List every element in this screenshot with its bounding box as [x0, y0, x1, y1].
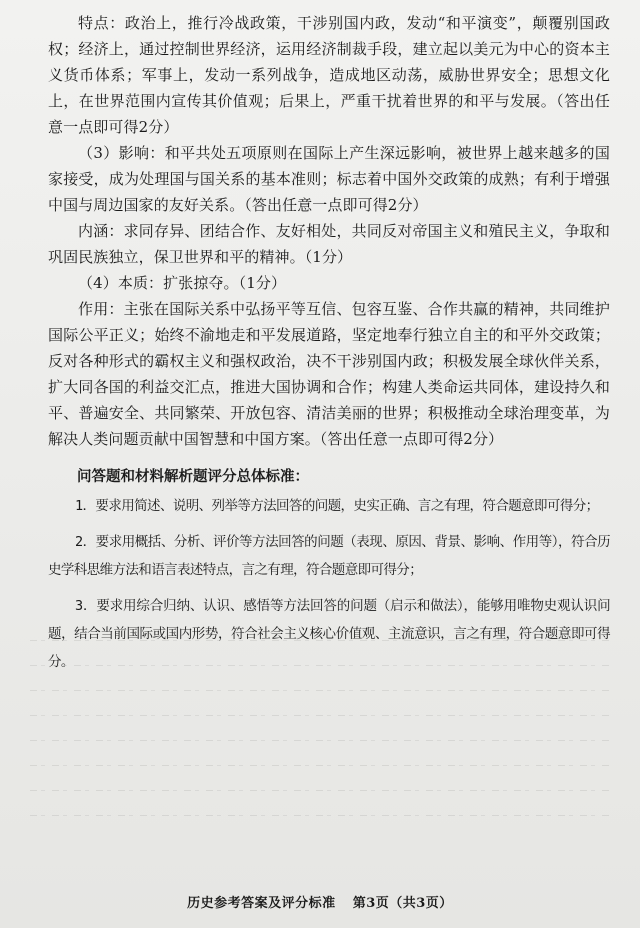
- scoring-standard-item: 2．要求用概括、分析、评价等方法回答的问题（表现、原因、背景、影响、作用等），符合历史学科思维方法和语言表述特点，言之有理，符合题意即可得分；: [48, 534, 610, 578]
- paragraph-connotation: 内涵：求同存异、团结合作、友好相处，共同反对帝国主义和殖民主义，争取和巩固民族独立，保卫世界和平的精神。（1分）: [48, 222, 610, 266]
- paragraph-role: 作用：主张在国际关系中弘扬平等互信、包容互鉴、合作共赢的精神，共同维护国际公平正义；始终不渝地走和平发展道路，坚定地奉行独立自主的和平外交政策；反对各种形式的霸权主义和强权政治，决不干涉别国内政；积极发展全球伙伴关系，扩大同各国的利益交汇点，推进大国协调和合作；构建人类命运共同体，建设持久和平、普遍安全、共同繁荣、开放包容、清洁美丽的世界；积极推动全球治理变革，为解决人类问题贡献中国智慧和中国方案。（答出任意一点即可得2分）: [48, 300, 610, 448]
- page-footer: [0, 892, 640, 911]
- footer-title: 历史参考答案及评分标准: [187, 896, 336, 911]
- page-number: 第3页（共3页）: [352, 896, 453, 911]
- scoring-standards-list: [48, 492, 610, 676]
- scoring-standards-heading: 问答题和材料解析题评分总体标准：: [77, 468, 309, 485]
- paragraph-essence: （4）本质：扩张掠夺。（1分）: [78, 274, 287, 292]
- paragraph-characteristics: 特点：政治上，推行冷战政策，干涉别国内政，发动“和平演变”，颠覆别国政权；经济上，通过控制世界经济，运用经济制裁手段，建立起以美元为中心的资本主义货币体系；军事上，发动一系列战争，造成地区动荡，威胁世界安全；思想文化上，在世界范围内宣传其价值观；后果上，严重干扰着世界的和平与发展。（答出任意一点即可得2分）: [48, 14, 610, 136]
- bleed-through-texture: [30, 640, 610, 880]
- scoring-standard-item: 3．要求用综合归纳、认识、感悟等方法回答的问题（启示和做法），能够用唯物史观认识问题，结合当前国际或国内形势，符合社会主义核心价值观、主流意识，言之有理，符合题意即可得分。: [48, 598, 610, 670]
- paragraph-influence: （3）影响：和平共处五项原则在国际上产生深远影响，被世界上越来越多的国家接受，成为处理国与国关系的基本准则；标志着中国外交政策的成熟；有利于增强中国与周边国家的友好关系。（答出任意一点即可得2分）: [48, 144, 610, 214]
- scoring-standard-item: 1．要求用简述、说明、列举等方法回答的问题，史实正确、言之有理，符合题意即可得分；: [75, 498, 599, 514]
